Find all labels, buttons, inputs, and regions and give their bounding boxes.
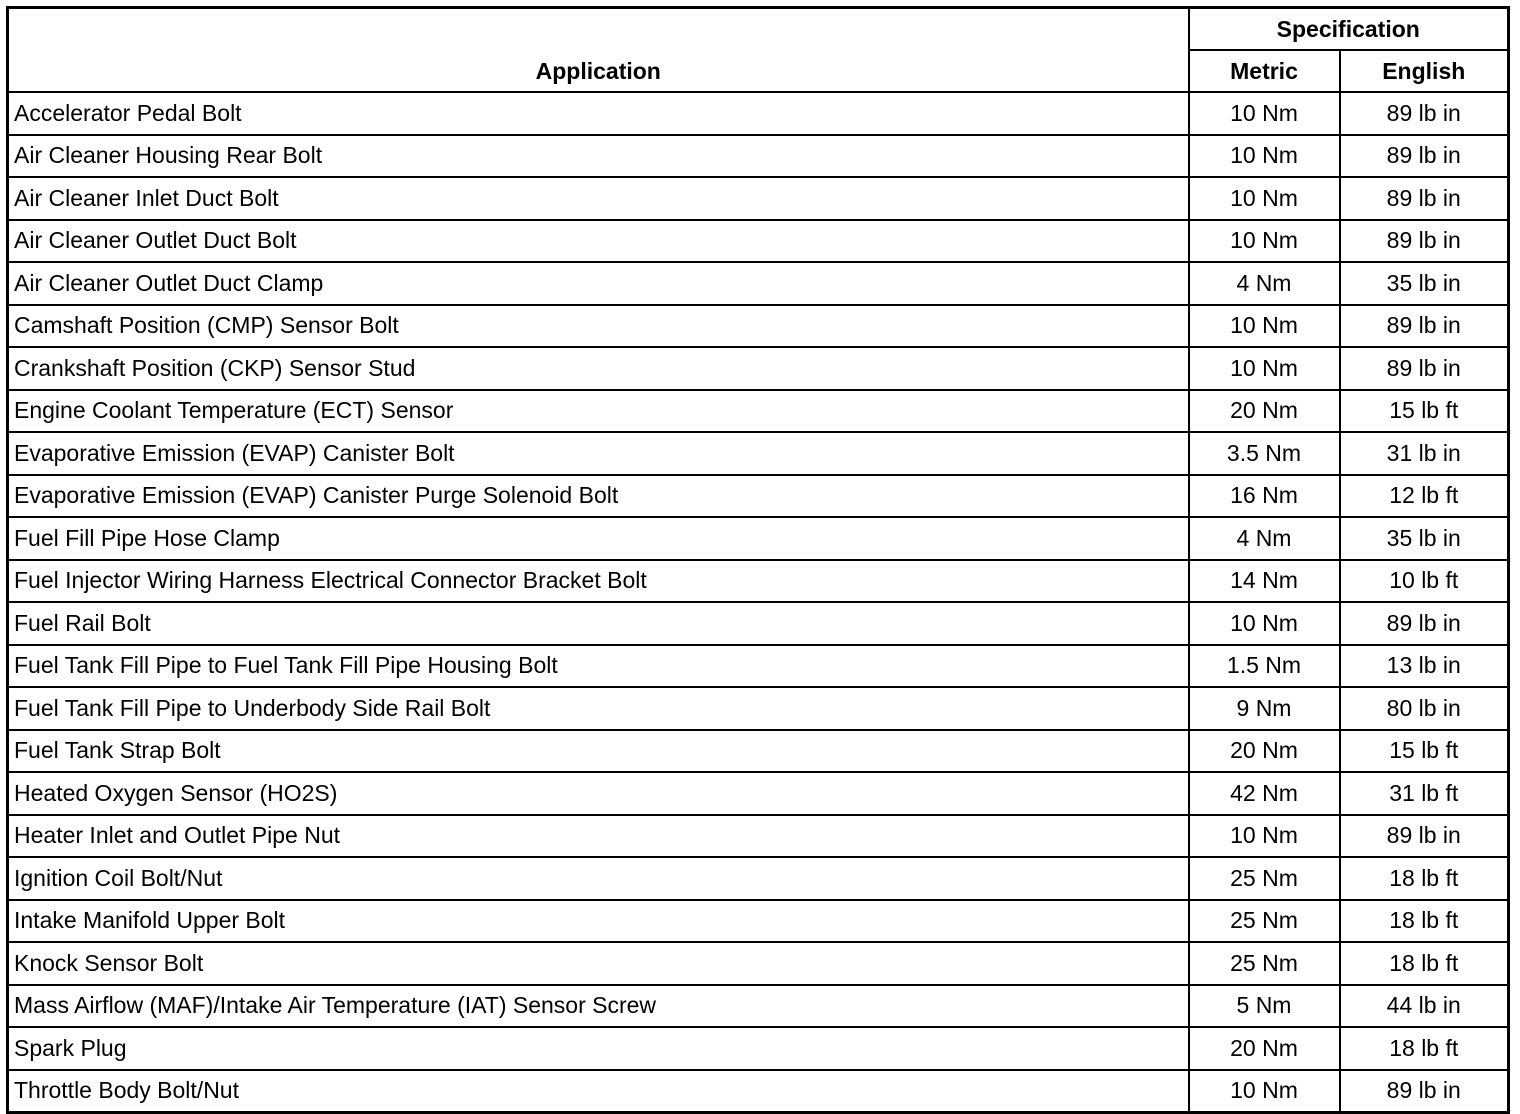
table-row — [8, 687, 1509, 730]
table-body — [8, 92, 1509, 1113]
table-row — [8, 177, 1509, 220]
table-row — [8, 985, 1509, 1028]
table-row — [8, 262, 1509, 305]
english-cell: 89 lb in — [1340, 1070, 1509, 1113]
english-cell: 89 lb in — [1340, 92, 1509, 135]
metric-cell: 20 Nm — [1189, 1027, 1340, 1070]
metric-cell: 10 Nm — [1189, 305, 1340, 348]
header-specification: Specification — [1189, 8, 1509, 51]
application-cell: Air Cleaner Outlet Duct Bolt — [8, 220, 1189, 263]
table-row — [8, 560, 1509, 603]
metric-cell: 16 Nm — [1189, 475, 1340, 518]
english-cell: 12 lb ft — [1340, 475, 1509, 518]
application-cell: Heated Oxygen Sensor (HO2S) — [8, 772, 1189, 815]
table-row — [8, 900, 1509, 943]
metric-cell: 42 Nm — [1189, 772, 1340, 815]
application-cell: Fuel Rail Bolt — [8, 602, 1189, 645]
english-cell: 18 lb ft — [1340, 942, 1509, 985]
application-cell: Air Cleaner Inlet Duct Bolt — [8, 177, 1189, 220]
header-row-top — [8, 8, 1509, 51]
table-row — [8, 92, 1509, 135]
table-row — [8, 772, 1509, 815]
english-cell: 13 lb in — [1340, 645, 1509, 688]
application-cell: Throttle Body Bolt/Nut — [8, 1070, 1189, 1113]
application-cell: Intake Manifold Upper Bolt — [8, 900, 1189, 943]
table-row — [8, 1027, 1509, 1070]
metric-cell: 9 Nm — [1189, 687, 1340, 730]
table-row — [8, 347, 1509, 390]
metric-cell: 10 Nm — [1189, 347, 1340, 390]
application-cell: Fuel Tank Fill Pipe to Fuel Tank Fill Pipe Housing Bolt — [8, 645, 1189, 688]
metric-cell: 25 Nm — [1189, 942, 1340, 985]
application-cell: Evaporative Emission (EVAP) Canister Purge Solenoid Bolt — [8, 475, 1189, 518]
english-cell: 18 lb ft — [1340, 1027, 1509, 1070]
header-application: Application — [8, 8, 1189, 93]
application-cell: Fuel Fill Pipe Hose Clamp — [8, 517, 1189, 560]
english-cell: 35 lb in — [1340, 262, 1509, 305]
metric-cell: 4 Nm — [1189, 517, 1340, 560]
english-cell: 89 lb in — [1340, 815, 1509, 858]
application-cell: Fuel Injector Wiring Harness Electrical Connector Bracket Bolt — [8, 560, 1189, 603]
application-cell: Crankshaft Position (CKP) Sensor Stud — [8, 347, 1189, 390]
application-cell: Engine Coolant Temperature (ECT) Sensor — [8, 390, 1189, 433]
english-cell: 89 lb in — [1340, 602, 1509, 645]
table-row — [8, 857, 1509, 900]
english-cell: 15 lb ft — [1340, 390, 1509, 433]
header-metric: Metric — [1189, 50, 1340, 92]
torque-spec-table — [6, 6, 1510, 1114]
english-cell: 89 lb in — [1340, 220, 1509, 263]
english-cell: 10 lb ft — [1340, 560, 1509, 603]
table-row — [8, 730, 1509, 773]
english-cell: 18 lb ft — [1340, 857, 1509, 900]
table-row — [8, 432, 1509, 475]
application-cell: Evaporative Emission (EVAP) Canister Bolt — [8, 432, 1189, 475]
metric-cell: 10 Nm — [1189, 177, 1340, 220]
english-cell: 18 lb ft — [1340, 900, 1509, 943]
table-row — [8, 305, 1509, 348]
table-row — [8, 390, 1509, 433]
table-row — [8, 1070, 1509, 1113]
metric-cell: 14 Nm — [1189, 560, 1340, 603]
metric-cell: 10 Nm — [1189, 815, 1340, 858]
table-row — [8, 602, 1509, 645]
english-cell: 89 lb in — [1340, 347, 1509, 390]
metric-cell: 25 Nm — [1189, 900, 1340, 943]
english-cell: 89 lb in — [1340, 135, 1509, 178]
english-cell: 35 lb in — [1340, 517, 1509, 560]
application-cell: Knock Sensor Bolt — [8, 942, 1189, 985]
application-cell: Accelerator Pedal Bolt — [8, 92, 1189, 135]
table-row — [8, 135, 1509, 178]
english-cell: 15 lb ft — [1340, 730, 1509, 773]
table-row — [8, 517, 1509, 560]
table-row — [8, 220, 1509, 263]
metric-cell: 20 Nm — [1189, 390, 1340, 433]
table-row — [8, 475, 1509, 518]
metric-cell: 20 Nm — [1189, 730, 1340, 773]
metric-cell: 4 Nm — [1189, 262, 1340, 305]
application-cell: Mass Airflow (MAF)/Intake Air Temperature (IAT) Sensor Screw — [8, 985, 1189, 1028]
metric-cell: 10 Nm — [1189, 92, 1340, 135]
english-cell: 31 lb ft — [1340, 772, 1509, 815]
metric-cell: 5 Nm — [1189, 985, 1340, 1028]
table-header — [8, 8, 1509, 93]
metric-cell: 10 Nm — [1189, 135, 1340, 178]
application-cell: Heater Inlet and Outlet Pipe Nut — [8, 815, 1189, 858]
metric-cell: 10 Nm — [1189, 220, 1340, 263]
application-cell: Air Cleaner Outlet Duct Clamp — [8, 262, 1189, 305]
english-cell: 44 lb in — [1340, 985, 1509, 1028]
metric-cell: 10 Nm — [1189, 602, 1340, 645]
application-cell: Ignition Coil Bolt/Nut — [8, 857, 1189, 900]
metric-cell: 1.5 Nm — [1189, 645, 1340, 688]
application-cell: Air Cleaner Housing Rear Bolt — [8, 135, 1189, 178]
metric-cell: 10 Nm — [1189, 1070, 1340, 1113]
table-row — [8, 815, 1509, 858]
english-cell: 89 lb in — [1340, 305, 1509, 348]
metric-cell: 25 Nm — [1189, 857, 1340, 900]
table-row — [8, 645, 1509, 688]
english-cell: 89 lb in — [1340, 177, 1509, 220]
application-cell: Fuel Tank Strap Bolt — [8, 730, 1189, 773]
application-cell: Camshaft Position (CMP) Sensor Bolt — [8, 305, 1189, 348]
english-cell: 80 lb in — [1340, 687, 1509, 730]
header-english: English — [1340, 50, 1509, 92]
english-cell: 31 lb in — [1340, 432, 1509, 475]
application-cell: Fuel Tank Fill Pipe to Underbody Side Rail Bolt — [8, 687, 1189, 730]
table-row — [8, 942, 1509, 985]
metric-cell: 3.5 Nm — [1189, 432, 1340, 475]
application-cell: Spark Plug — [8, 1027, 1189, 1070]
